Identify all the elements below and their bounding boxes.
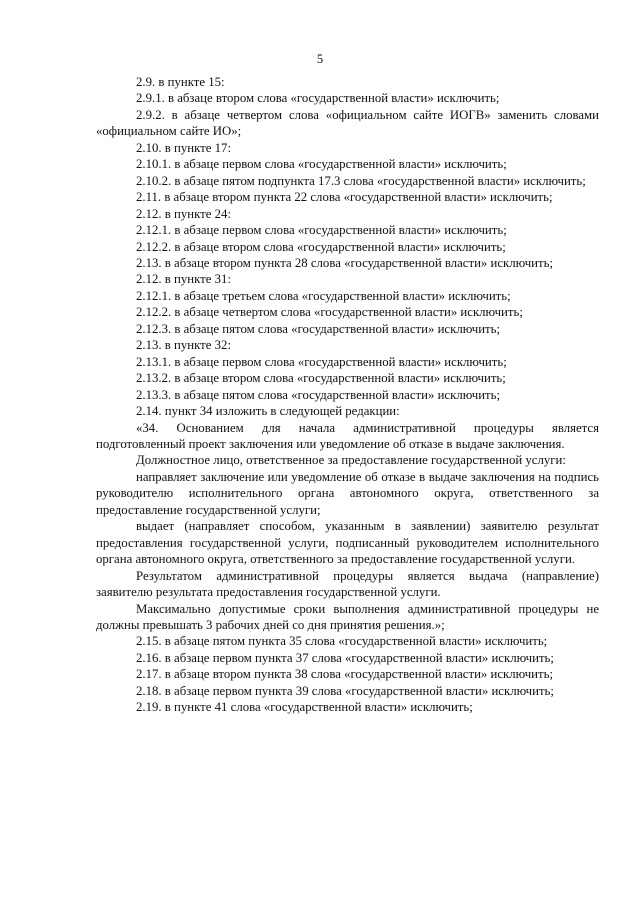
- paragraph: 2.17. в абзаце втором пункта 38 слова «государственной власти» исключить;: [136, 667, 553, 682]
- paragraph: Результатом административной процедуры является выдача (направление) заявителю результата предоставления государственной услуги.: [96, 568, 599, 600]
- paragraph: 2.16. в абзаце первом пункта 37 слова «государственной власти» исключить;: [136, 650, 554, 665]
- paragraph: 2.19. в пункте 41 слова «государственной власти» исключить;: [136, 700, 473, 715]
- paragraph: «34. Основанием для начала административной процедуры является подготовленный проект заключения или уведомление об отказе в выдаче заключения.: [96, 420, 599, 451]
- paragraph: 2.13.2. в абзаце втором слова «государственной власти» исключить;: [136, 371, 506, 386]
- paragraph: 2.9.2. в абзаце четвертом слова «официальном сайте ИОГВ» заменить словами «официальном сайте ИО»;: [96, 107, 599, 139]
- paragraph: 2.15. в абзаце пятом пункта 35 слова «государственной власти» исключить;: [136, 634, 548, 649]
- paragraph: 2.12.2. в абзаце втором слова «государственной власти» исключить;: [136, 239, 506, 254]
- document-body: [96, 74, 599, 716]
- paragraph: Должностное лицо, ответственное за предоставление государственной услуги:: [136, 453, 566, 468]
- paragraph: Максимально допустимые сроки выполнения административной процедуры не должны превышать 3 рабочих дней со дня принятия решения.»;: [96, 601, 599, 632]
- paragraph: 2.13. в пункте 32:: [136, 338, 232, 353]
- paragraph: 2.13.3. в абзаце пятом слова «государственной власти» исключить;: [136, 387, 501, 402]
- paragraph: 2.12.1. в абзаце третьем слова «государственной власти» исключить;: [136, 288, 511, 303]
- paragraph: 2.10.2. в абзаце пятом подпункта 17.3 слова «государственной власти» исключить;: [136, 173, 586, 188]
- page-number: 5: [316, 52, 324, 66]
- paragraph: 2.10.1. в абзаце первом слова «государственной власти» исключить;: [136, 157, 507, 172]
- paragraph: 2.12.2. в абзаце четвертом слова «государственной власти» исключить;: [136, 305, 523, 320]
- paragraph: 2.18. в абзаце первом пункта 39 слова «государственной власти» исключить;: [136, 683, 554, 698]
- paragraph: выдает (направляет способом, указанным в заявлении) заявителю результат предоставления государственной услуги, подписанный руководителем исполнительного органа автономного округа, ответственного за предоставление государственной услуги.: [96, 519, 599, 567]
- paragraph: 2.11. в абзаце втором пункта 22 слова «государственной власти» исключить;: [136, 190, 553, 205]
- paragraph: 2.13. в абзаце втором пункта 28 слова «государственной власти» исключить;: [136, 255, 553, 270]
- paragraph: 2.14. пункт 34 изложить в следующей редакции:: [136, 404, 400, 419]
- paragraph: направляет заключение или уведомление об отказе в выдаче заключения на подпись руководителю исполнительного органа автономного округа, ответственного за предоставление государственной услуги;: [96, 469, 599, 517]
- paragraph: 2.12. в пункте 24:: [136, 206, 232, 221]
- paragraph: 2.9.1. в абзаце втором слова «государственной власти» исключить;: [136, 91, 500, 106]
- paragraph: 2.12. в пункте 31:: [136, 272, 232, 287]
- paragraph: 2.9. в пункте 15:: [136, 75, 225, 89]
- paragraph: 2.10. в пункте 17:: [136, 140, 232, 155]
- paragraph: 2.13.1. в абзаце первом слова «государственной власти» исключить;: [136, 354, 507, 369]
- paragraph: 2.12.1. в абзаце первом слова «государственной власти» исключить;: [136, 223, 507, 238]
- paragraph: 2.12.3. в абзаце пятом слова «государственной власти» исключить;: [136, 321, 501, 336]
